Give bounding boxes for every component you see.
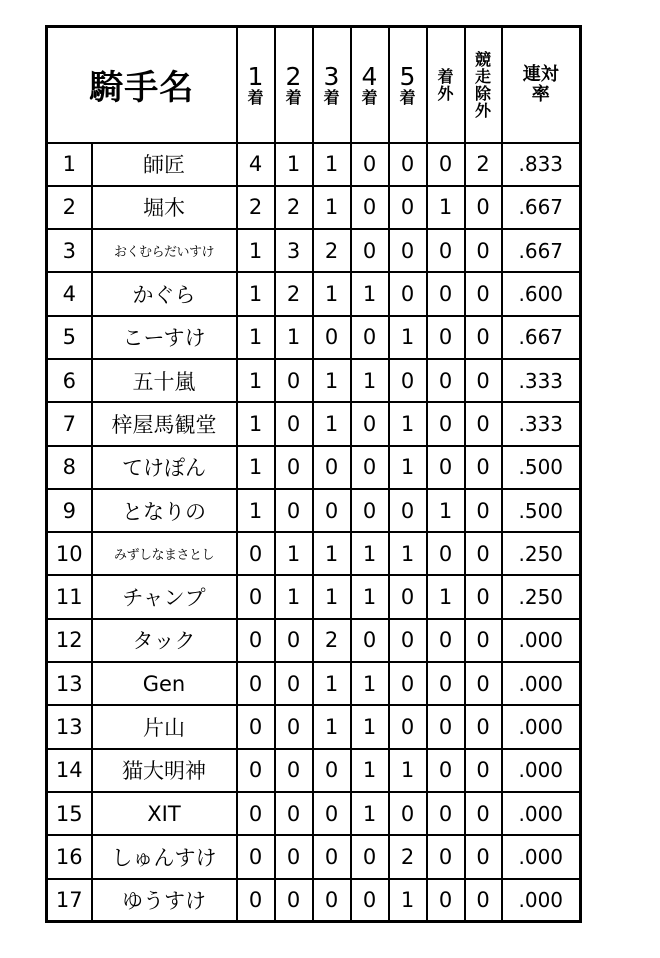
quinella-rate-cell: .600 [502, 272, 581, 315]
race-excluded-count-cell: 0 [465, 229, 502, 272]
rank-number-cell: 13 [47, 705, 92, 748]
place-5-count-cell: 0 [389, 662, 427, 705]
place-2-count-cell: 0 [275, 619, 313, 662]
rank-number-cell: 16 [47, 835, 92, 878]
quinella-rate-header: 連対 率 [502, 27, 581, 143]
race-excluded-count-cell: 0 [465, 835, 502, 878]
place-3-count-cell: 1 [313, 662, 351, 705]
place-3-count-cell: 1 [313, 402, 351, 445]
place-1-count-cell: 1 [237, 229, 275, 272]
out-of-place-count-cell: 0 [427, 446, 465, 489]
rank-number-cell: 7 [47, 402, 92, 445]
table-row [47, 229, 581, 272]
out-of-place-count-cell: 0 [427, 316, 465, 359]
race-excluded-count-cell: 0 [465, 705, 502, 748]
place-3-count-cell: 0 [313, 446, 351, 489]
place-5-header: 5 着 [389, 27, 427, 143]
place-2-count-cell: 3 [275, 229, 313, 272]
place-3-count-cell: 1 [313, 705, 351, 748]
place-1-count-cell: 0 [237, 532, 275, 575]
quinella-rate-cell: .000 [502, 705, 581, 748]
place-3-count-cell: 1 [313, 143, 351, 186]
race-excluded-count-cell: 0 [465, 186, 502, 229]
place-1-count-cell: 1 [237, 359, 275, 402]
table-row [47, 575, 581, 618]
place-4-count-cell: 0 [351, 143, 389, 186]
race-excluded-count-cell: 0 [465, 402, 502, 445]
place-4-count-cell: 0 [351, 186, 389, 229]
jockey-name-cell: タック [92, 619, 237, 662]
place-2-count-cell: 0 [275, 489, 313, 532]
place-5-count-cell: 2 [389, 835, 427, 878]
place-3-count-cell: 0 [313, 879, 351, 922]
rank-number-cell: 17 [47, 879, 92, 922]
out-of-place-count-cell: 0 [427, 749, 465, 792]
jockey-name-cell: 師匠 [92, 143, 237, 186]
quinella-rate-cell: .667 [502, 316, 581, 359]
place-3-count-cell: 0 [313, 489, 351, 532]
place-4-count-cell: 1 [351, 749, 389, 792]
place-2-count-cell: 1 [275, 532, 313, 575]
table-row [47, 619, 581, 662]
rank-number-cell: 8 [47, 446, 92, 489]
place-1-count-cell: 1 [237, 272, 275, 315]
place-1-count-cell: 1 [237, 316, 275, 359]
out-of-place-count-cell: 0 [427, 272, 465, 315]
place-5-count-cell: 0 [389, 359, 427, 402]
place-3-count-cell: 2 [313, 619, 351, 662]
place-5-count-cell: 1 [389, 879, 427, 922]
jockey-name-cell: おくむらだいすけ [92, 229, 237, 272]
place-1-count-cell: 0 [237, 835, 275, 878]
jockey-name-cell: XIT [92, 792, 237, 835]
header-row [47, 27, 581, 143]
rank-number-cell: 10 [47, 532, 92, 575]
rank-number-cell: 5 [47, 316, 92, 359]
jockey-name-cell: Gen [92, 662, 237, 705]
out-of-place-count-cell: 0 [427, 402, 465, 445]
place-5-count-cell: 0 [389, 489, 427, 532]
race-excluded-count-cell: 0 [465, 619, 502, 662]
place-3-count-cell: 1 [313, 272, 351, 315]
place-1-count-cell: 0 [237, 619, 275, 662]
place-4-count-cell: 0 [351, 489, 389, 532]
place-3-count-cell: 1 [313, 532, 351, 575]
place-4-count-cell: 0 [351, 316, 389, 359]
place-1-count-cell: 0 [237, 879, 275, 922]
race-excluded-count-cell: 0 [465, 272, 502, 315]
jockey-name-cell: かぐら [92, 272, 237, 315]
quinella-rate-cell: .333 [502, 359, 581, 402]
place-1-count-cell: 0 [237, 792, 275, 835]
place-2-count-cell: 0 [275, 749, 313, 792]
place-1-count-cell: 2 [237, 186, 275, 229]
race-excluded-count-cell: 0 [465, 792, 502, 835]
race-excluded-count-cell: 0 [465, 532, 502, 575]
rank-number-cell: 13 [47, 662, 92, 705]
rank-number-cell: 2 [47, 186, 92, 229]
place-5-count-cell: 0 [389, 143, 427, 186]
out-of-place-count-cell: 0 [427, 792, 465, 835]
quinella-rate-cell: .500 [502, 489, 581, 532]
quinella-rate-cell: .000 [502, 792, 581, 835]
place-5-count-cell: 0 [389, 792, 427, 835]
jockey-name-cell: みずしなまさとし [92, 532, 237, 575]
rank-number-cell: 15 [47, 792, 92, 835]
place-3-header: 3 着 [313, 27, 351, 143]
rank-number-cell: 4 [47, 272, 92, 315]
place-2-count-cell: 1 [275, 575, 313, 618]
race-excluded-count-cell: 0 [465, 662, 502, 705]
place-2-count-cell: 0 [275, 402, 313, 445]
table-row [47, 186, 581, 229]
place-2-count-cell: 0 [275, 662, 313, 705]
jockey-name-cell: 堀木 [92, 186, 237, 229]
race-excluded-count-cell: 0 [465, 879, 502, 922]
table-row [47, 446, 581, 489]
place-5-count-cell: 1 [389, 446, 427, 489]
place-4-count-cell: 0 [351, 446, 389, 489]
place-1-count-cell: 1 [237, 489, 275, 532]
out-of-place-count-cell: 0 [427, 229, 465, 272]
jockey-name-cell: ゆうすけ [92, 879, 237, 922]
quinella-rate-cell: .667 [502, 186, 581, 229]
place-4-count-cell: 1 [351, 272, 389, 315]
rank-number-cell: 3 [47, 229, 92, 272]
quinella-rate-cell: .667 [502, 229, 581, 272]
place-1-count-cell: 1 [237, 402, 275, 445]
place-4-count-cell: 1 [351, 792, 389, 835]
table-row [47, 662, 581, 705]
place-1-count-cell: 0 [237, 575, 275, 618]
quinella-rate-cell: .333 [502, 402, 581, 445]
place-4-count-cell: 0 [351, 229, 389, 272]
place-2-count-cell: 0 [275, 446, 313, 489]
race-excluded-count-cell: 0 [465, 489, 502, 532]
quinella-rate-cell: .000 [502, 662, 581, 705]
place-1-count-cell: 4 [237, 143, 275, 186]
place-3-count-cell: 0 [313, 792, 351, 835]
place-5-count-cell: 0 [389, 619, 427, 662]
place-5-count-cell: 1 [389, 316, 427, 359]
place-1-count-cell: 0 [237, 662, 275, 705]
place-3-count-cell: 1 [313, 186, 351, 229]
place-2-count-cell: 2 [275, 272, 313, 315]
rank-number-cell: 11 [47, 575, 92, 618]
quinella-rate-cell: .833 [502, 143, 581, 186]
place-2-count-cell: 1 [275, 316, 313, 359]
place-4-count-cell: 1 [351, 575, 389, 618]
race-excluded-count-cell: 0 [465, 316, 502, 359]
jockey-results-table [45, 25, 582, 923]
jockey-name-cell: 猫大明神 [92, 749, 237, 792]
place-2-count-cell: 1 [275, 143, 313, 186]
out-of-place-count-cell: 0 [427, 879, 465, 922]
jockey-name-cell: こーすけ [92, 316, 237, 359]
rank-number-cell: 14 [47, 749, 92, 792]
place-2-count-cell: 2 [275, 186, 313, 229]
table-row [47, 749, 581, 792]
race-excluded-count-cell: 0 [465, 359, 502, 402]
place-5-count-cell: 0 [389, 186, 427, 229]
race-excluded-count-cell: 2 [465, 143, 502, 186]
rank-number-cell: 9 [47, 489, 92, 532]
quinella-rate-cell: .500 [502, 446, 581, 489]
race-excluded-count-cell: 0 [465, 749, 502, 792]
out-of-place-count-cell: 1 [427, 575, 465, 618]
place-2-count-cell: 0 [275, 835, 313, 878]
quinella-rate-cell: .000 [502, 879, 581, 922]
place-4-count-cell: 1 [351, 705, 389, 748]
jockey-name-cell: 片山 [92, 705, 237, 748]
out-of-place-count-cell: 1 [427, 489, 465, 532]
jockey-name-cell: 五十嵐 [92, 359, 237, 402]
out-of-place-count-cell: 0 [427, 619, 465, 662]
place-5-count-cell: 0 [389, 272, 427, 315]
jockey-name-cell: 梓屋馬観堂 [92, 402, 237, 445]
place-5-count-cell: 1 [389, 402, 427, 445]
place-4-count-cell: 1 [351, 359, 389, 402]
place-2-count-cell: 0 [275, 359, 313, 402]
table-row [47, 272, 581, 315]
place-4-count-cell: 0 [351, 619, 389, 662]
place-4-count-cell: 0 [351, 879, 389, 922]
place-4-count-cell: 1 [351, 662, 389, 705]
out-of-place-count-cell: 0 [427, 532, 465, 575]
race-excluded-count-cell: 0 [465, 575, 502, 618]
place-1-count-cell: 1 [237, 446, 275, 489]
place-3-count-cell: 0 [313, 316, 351, 359]
quinella-rate-cell: .000 [502, 619, 581, 662]
jockey-name-header: 騎手名 [47, 27, 237, 143]
place-4-count-cell: 0 [351, 402, 389, 445]
out-of-place-count-cell: 1 [427, 186, 465, 229]
place-5-count-cell: 0 [389, 705, 427, 748]
rank-number-cell: 1 [47, 143, 92, 186]
table-row [47, 792, 581, 835]
place-5-count-cell: 1 [389, 749, 427, 792]
out-of-place-header: 着 外 [427, 27, 465, 143]
rank-number-cell: 12 [47, 619, 92, 662]
table-row [47, 402, 581, 445]
place-2-header: 2 着 [275, 27, 313, 143]
table-row [47, 359, 581, 402]
place-3-count-cell: 1 [313, 575, 351, 618]
out-of-place-count-cell: 0 [427, 359, 465, 402]
place-3-count-cell: 1 [313, 359, 351, 402]
place-3-count-cell: 0 [313, 749, 351, 792]
out-of-place-count-cell: 0 [427, 705, 465, 748]
table-row [47, 143, 581, 186]
place-4-count-cell: 1 [351, 532, 389, 575]
out-of-place-count-cell: 0 [427, 835, 465, 878]
jockey-name-cell: しゅんすけ [92, 835, 237, 878]
place-5-count-cell: 1 [389, 532, 427, 575]
place-1-count-cell: 0 [237, 749, 275, 792]
table-row [47, 489, 581, 532]
table-row [47, 705, 581, 748]
table-row [47, 835, 581, 878]
quinella-rate-cell: .000 [502, 835, 581, 878]
place-2-count-cell: 0 [275, 792, 313, 835]
place-1-header: 1 着 [237, 27, 275, 143]
quinella-rate-cell: .250 [502, 575, 581, 618]
jockey-name-cell: チャンプ [92, 575, 237, 618]
place-3-count-cell: 2 [313, 229, 351, 272]
out-of-place-count-cell: 0 [427, 662, 465, 705]
place-5-count-cell: 0 [389, 575, 427, 618]
place-3-count-cell: 0 [313, 835, 351, 878]
table-row [47, 532, 581, 575]
place-5-count-cell: 0 [389, 229, 427, 272]
place-4-count-cell: 0 [351, 835, 389, 878]
out-of-place-count-cell: 0 [427, 143, 465, 186]
jockey-name-cell: となりの [92, 489, 237, 532]
table-row [47, 316, 581, 359]
quinella-rate-cell: .250 [502, 532, 581, 575]
race-excluded-count-cell: 0 [465, 446, 502, 489]
race-excluded-header: 競 走 除 外 [465, 27, 502, 143]
table-row [47, 879, 581, 922]
place-1-count-cell: 0 [237, 705, 275, 748]
quinella-rate-cell: .000 [502, 749, 581, 792]
place-4-header: 4 着 [351, 27, 389, 143]
place-2-count-cell: 0 [275, 879, 313, 922]
jockey-name-cell: てけぽん [92, 446, 237, 489]
place-2-count-cell: 0 [275, 705, 313, 748]
rank-number-cell: 6 [47, 359, 92, 402]
